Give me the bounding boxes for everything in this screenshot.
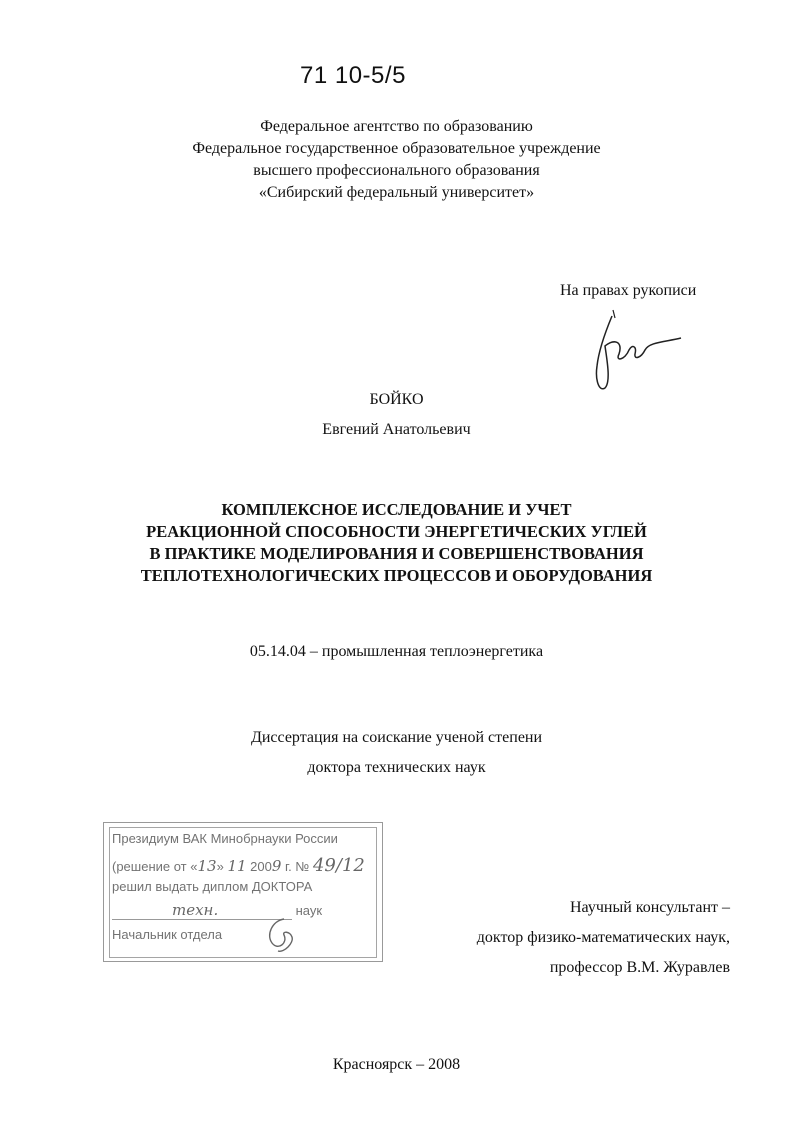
dissertation-title bbox=[0, 499, 793, 587]
header-line-university: «Сибирский федеральный университет» bbox=[258, 184, 535, 201]
institution-header bbox=[0, 116, 793, 204]
header-line-institution: Федеральное государственное образовательное учреждение bbox=[192, 140, 601, 157]
stamp-field: техн. bbox=[112, 901, 292, 920]
title-line-3: В ПРАКТИКЕ МОДЕЛИРОВАНИЯ И СОВЕРШЕНСТВОВАНИЯ bbox=[149, 544, 644, 563]
consultant-line-1: Научный консультант – bbox=[570, 899, 730, 916]
consultant-line-2: доктор физико-математических наук, bbox=[476, 929, 730, 946]
title-line-1: КОМПЛЕКСНОЕ ИССЛЕДОВАНИЕ И УЧЕТ bbox=[221, 500, 572, 519]
stamp-line-2 bbox=[112, 855, 365, 876]
stamp-month: 11 bbox=[227, 857, 247, 875]
scientific-consultant bbox=[440, 893, 730, 983]
dissertation-degree bbox=[0, 723, 793, 783]
city-year: Красноярск – 2008 bbox=[332, 1056, 461, 1073]
degree-line-1: Диссертация на соискание ученой степени bbox=[250, 729, 543, 746]
author-surname: БОЙКО bbox=[369, 391, 424, 408]
author-signature bbox=[585, 308, 685, 398]
stamp-number-label: г. № bbox=[281, 859, 310, 874]
stamp-year-prefix: 200 bbox=[250, 859, 272, 874]
author-name: Евгений Анатольевич bbox=[322, 421, 471, 438]
consultant-line-3: профессор В.М. Журавлев bbox=[549, 959, 730, 976]
stamp-line-5: Начальник отдела bbox=[112, 927, 223, 942]
stamp-quote: » bbox=[216, 859, 224, 874]
stamp-line-1: Президиум ВАК Минобрнауки России bbox=[112, 831, 338, 846]
degree-line-2: доктора технических наук bbox=[307, 759, 486, 776]
stamp-year-digit: 9 bbox=[271, 857, 282, 875]
stamp-decision-prefix: (решение от « bbox=[112, 859, 198, 874]
title-line-4: ТЕПЛОТЕХНОЛОГИЧЕСКИХ ПРОЦЕССОВ И ОБОРУДОВАНИЯ bbox=[140, 566, 653, 585]
title-line-2: РЕАКЦИОННОЙ СПОСОБНОСТИ ЭНЕРГЕТИЧЕСКИХ УГЛЕЙ bbox=[146, 522, 647, 541]
vak-stamp bbox=[103, 822, 383, 962]
archive-number: 71 10-5/5 bbox=[300, 62, 406, 89]
manuscript-rights: На правах рукописи bbox=[560, 282, 697, 299]
stamp-line-4-suffix: наук bbox=[295, 903, 323, 918]
stamp-number: 49/12 bbox=[312, 855, 365, 876]
header-line-education: высшего профессионального образования bbox=[253, 162, 540, 179]
specialty: 05.14.04 – промышленная теплоэнергетика bbox=[249, 643, 544, 660]
stamp-day: 13 bbox=[197, 857, 217, 875]
header-line-agency: Федеральное агентство по образованию bbox=[260, 118, 533, 135]
stamp-line-3: решил выдать диплом ДОКТОРА bbox=[112, 879, 313, 894]
stamp-signature bbox=[254, 913, 314, 955]
